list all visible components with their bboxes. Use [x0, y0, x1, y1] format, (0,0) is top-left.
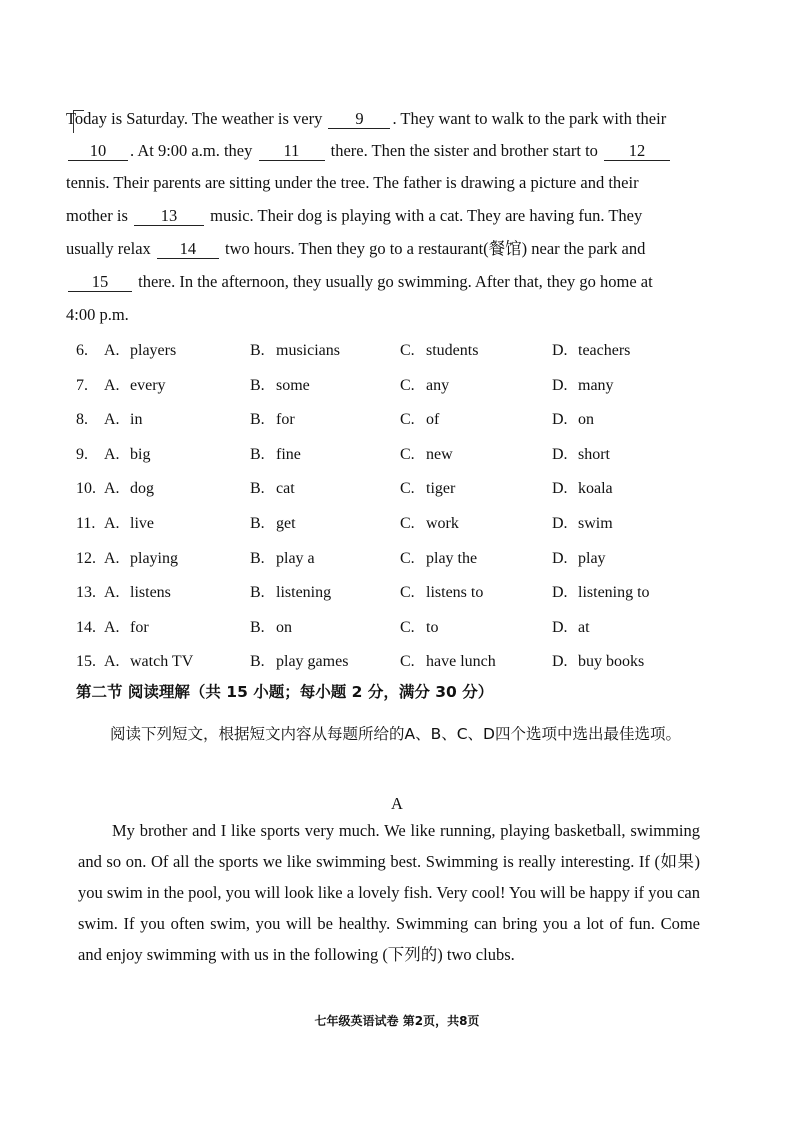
- question-number: 11.: [76, 515, 96, 532]
- cloze-text: usually relax: [66, 239, 155, 258]
- option-letter: C.: [400, 411, 415, 429]
- option-text: big: [130, 445, 151, 463]
- question-row: [76, 409, 716, 431]
- option-a[interactable]: [104, 409, 142, 431]
- option-text: of: [426, 411, 440, 429]
- option-text: koala: [578, 480, 613, 498]
- question-row: [76, 478, 716, 500]
- option-text: short: [578, 445, 610, 463]
- option-b[interactable]: [250, 375, 310, 397]
- option-text: many: [578, 376, 614, 394]
- option-text: swim: [578, 515, 613, 532]
- option-letter: C.: [400, 515, 415, 532]
- option-d[interactable]: [552, 478, 613, 500]
- option-c[interactable]: [400, 478, 455, 500]
- option-b[interactable]: [250, 582, 331, 604]
- cloze-line: [66, 206, 716, 226]
- option-c[interactable]: [400, 375, 449, 397]
- option-d[interactable]: [552, 513, 613, 535]
- question-number: 14.: [76, 618, 96, 636]
- option-b[interactable]: [250, 513, 296, 535]
- option-letter: A.: [104, 342, 120, 359]
- question-number: 6.: [76, 342, 88, 359]
- cloze-text: tennis. Their parents are sitting under the tree. The father is drawing a picture and their: [66, 173, 639, 192]
- cloze-text: Today is Saturday. The weather is very: [66, 109, 327, 128]
- option-letter: C.: [400, 549, 415, 567]
- option-text: listens: [130, 584, 171, 602]
- question-number: 7.: [76, 376, 88, 394]
- option-text: watch TV: [130, 653, 194, 671]
- option-letter: B.: [250, 618, 265, 636]
- option-a[interactable]: [104, 478, 154, 500]
- question-number: 12.: [76, 549, 96, 567]
- cloze-blank: 14: [157, 240, 219, 259]
- question-row: [76, 375, 716, 397]
- option-letter: D.: [552, 480, 568, 498]
- reading-passage: My brother and I like sports very much. We like running, playing basketball, swimming and so on. Of all the sports we like swimming best. Swimming is really interesting. If (如果) you swim in the pool, you will look like a lovely fish. Very cool! You will be happy if you can swim. If you often swim, you will be healthy. Swimming can bring you a lot of fun. Come and enjoy swimming with us in the following (下列的) two clubs.: [78, 821, 700, 964]
- option-text: on: [276, 618, 292, 636]
- question-row: [76, 513, 716, 535]
- cloze-text: 4:00 p.m.: [66, 305, 129, 324]
- option-c[interactable]: [400, 409, 439, 431]
- option-letter: D.: [552, 515, 568, 532]
- cloze-line: [66, 239, 716, 259]
- option-text: playing: [130, 549, 178, 567]
- option-a[interactable]: [104, 513, 154, 535]
- option-text: to: [426, 618, 439, 636]
- option-c[interactable]: [400, 444, 453, 466]
- option-letter: D.: [552, 618, 568, 636]
- option-d[interactable]: [552, 409, 594, 431]
- cloze-text: two hours. Then they go to a restaurant(餐馆) near the park and: [220, 239, 646, 258]
- question-row: [76, 651, 716, 673]
- option-letter: A.: [104, 549, 120, 567]
- option-text: players: [130, 342, 177, 359]
- option-letter: B.: [250, 584, 265, 602]
- cloze-blank: 11: [259, 142, 325, 161]
- option-a[interactable]: [104, 444, 150, 466]
- question-row: [76, 548, 716, 570]
- option-letter: D.: [552, 549, 568, 567]
- question-number: 15.: [76, 653, 96, 671]
- option-text: buy books: [578, 653, 645, 671]
- option-letter: B.: [250, 445, 265, 463]
- cloze-text: there. In the afternoon, they usually go swimming. After that, they go home at: [134, 272, 653, 291]
- option-text: in: [130, 411, 143, 429]
- option-text: fine: [276, 445, 301, 463]
- question-number: 13.: [76, 584, 96, 602]
- option-a[interactable]: [104, 582, 171, 604]
- option-letter: A.: [104, 445, 120, 463]
- reading-instruction: 阅读下列短文，根据短文内容从每题所给的A、B、C、D四个选项中选出最佳选项。: [110, 725, 681, 743]
- cloze-text: . At 9:00 a.m. they: [130, 141, 257, 160]
- option-c[interactable]: [400, 582, 483, 604]
- option-letter: A.: [104, 376, 120, 394]
- cloze-text: . They want to walk to the park with their: [392, 109, 667, 128]
- option-text: some: [276, 376, 310, 394]
- option-letter: D.: [552, 653, 568, 671]
- option-letter: B.: [250, 515, 265, 532]
- option-letter: C.: [400, 480, 415, 498]
- page-footer: 七年级英语试卷 第2页，共8页: [314, 1014, 480, 1028]
- section-heading: 第二节 阅读理解（共 15 小题；每小题 2 分，满分 30 分）: [76, 683, 494, 701]
- option-letter: A.: [104, 480, 120, 498]
- option-b[interactable]: [250, 478, 295, 500]
- cloze-line: [66, 305, 716, 325]
- passage-title: A: [391, 794, 403, 813]
- cloze-text: mother is: [66, 206, 132, 225]
- option-text: tiger: [426, 480, 456, 498]
- option-letter: D.: [552, 584, 568, 602]
- option-letter: C.: [400, 653, 415, 671]
- option-text: play games: [276, 653, 349, 671]
- option-d[interactable]: [552, 651, 644, 673]
- option-text: on: [578, 411, 594, 429]
- option-d[interactable]: [552, 582, 650, 604]
- option-a[interactable]: [104, 375, 166, 397]
- option-text: any: [426, 376, 450, 394]
- question-number: 10.: [76, 480, 96, 498]
- cloze-blank: 13: [134, 207, 204, 226]
- cloze-line: [66, 173, 716, 193]
- option-letter: A.: [104, 515, 120, 532]
- option-text: musicians: [276, 342, 340, 359]
- option-d[interactable]: [552, 617, 590, 639]
- option-text: have lunch: [426, 653, 496, 671]
- option-c[interactable]: [400, 340, 478, 362]
- cloze-line: [66, 109, 716, 129]
- option-c[interactable]: [400, 513, 459, 535]
- option-a[interactable]: [104, 548, 178, 570]
- option-c[interactable]: [400, 651, 496, 673]
- option-letter: A.: [104, 584, 120, 602]
- option-b[interactable]: [250, 617, 292, 639]
- cloze-text: music. Their dog is playing with a cat. They are having fun. They: [206, 206, 643, 225]
- option-d[interactable]: [552, 444, 610, 466]
- option-c[interactable]: [400, 617, 438, 639]
- option-letter: A.: [104, 411, 120, 429]
- option-text: play the: [426, 549, 478, 567]
- option-text: teachers: [578, 342, 631, 359]
- option-b[interactable]: [250, 340, 340, 362]
- cloze-blank: 9: [328, 110, 390, 129]
- option-letter: B.: [250, 411, 265, 429]
- cloze-line: [66, 272, 716, 292]
- option-letter: B.: [250, 653, 265, 671]
- option-text: play: [578, 549, 606, 567]
- option-text: listens to: [426, 584, 484, 602]
- option-text: listening to: [578, 584, 650, 602]
- option-letter: A.: [104, 653, 120, 671]
- question-row: [76, 340, 716, 362]
- option-b[interactable]: [250, 651, 348, 673]
- option-text: at: [578, 618, 590, 636]
- option-b[interactable]: [250, 548, 315, 570]
- option-letter: B.: [250, 342, 265, 359]
- option-text: new: [426, 445, 453, 463]
- option-text: get: [276, 515, 296, 532]
- option-a[interactable]: [104, 651, 193, 673]
- option-d[interactable]: [552, 375, 614, 397]
- option-letter: D.: [552, 342, 568, 359]
- option-d[interactable]: [552, 548, 606, 570]
- cloze-blank: 15: [68, 273, 132, 292]
- option-letter: C.: [400, 342, 415, 359]
- question-number: 9.: [76, 445, 88, 463]
- option-text: cat: [276, 480, 295, 498]
- option-text: for: [130, 618, 149, 636]
- question-row: [76, 444, 716, 466]
- option-a[interactable]: [104, 340, 176, 362]
- option-letter: B.: [250, 376, 265, 394]
- question-row: [76, 582, 716, 604]
- option-letter: D.: [552, 376, 568, 394]
- option-text: every: [130, 376, 166, 394]
- cloze-text: there. Then the sister and brother start to: [326, 141, 603, 160]
- cloze-line: [66, 141, 716, 161]
- option-b[interactable]: [250, 409, 295, 431]
- option-text: students: [426, 342, 479, 359]
- option-c[interactable]: [400, 548, 477, 570]
- option-text: dog: [130, 480, 154, 498]
- option-letter: C.: [400, 618, 415, 636]
- option-letter: B.: [250, 480, 265, 498]
- option-text: for: [276, 411, 295, 429]
- option-text: listening: [276, 584, 332, 602]
- option-b[interactable]: [250, 444, 301, 466]
- option-text: live: [130, 515, 154, 532]
- option-text: work: [426, 515, 459, 532]
- option-letter: C.: [400, 584, 415, 602]
- option-letter: D.: [552, 411, 568, 429]
- option-letter: C.: [400, 445, 415, 463]
- question-row: [76, 617, 716, 639]
- option-text: play a: [276, 549, 315, 567]
- cloze-blank: 12: [604, 142, 670, 161]
- question-number: 8.: [76, 411, 88, 429]
- option-letter: B.: [250, 549, 265, 567]
- option-letter: C.: [400, 376, 415, 394]
- option-d[interactable]: [552, 340, 630, 362]
- option-letter: A.: [104, 618, 120, 636]
- option-a[interactable]: [104, 617, 149, 639]
- cloze-blank: 10: [68, 142, 128, 161]
- option-letter: D.: [552, 445, 568, 463]
